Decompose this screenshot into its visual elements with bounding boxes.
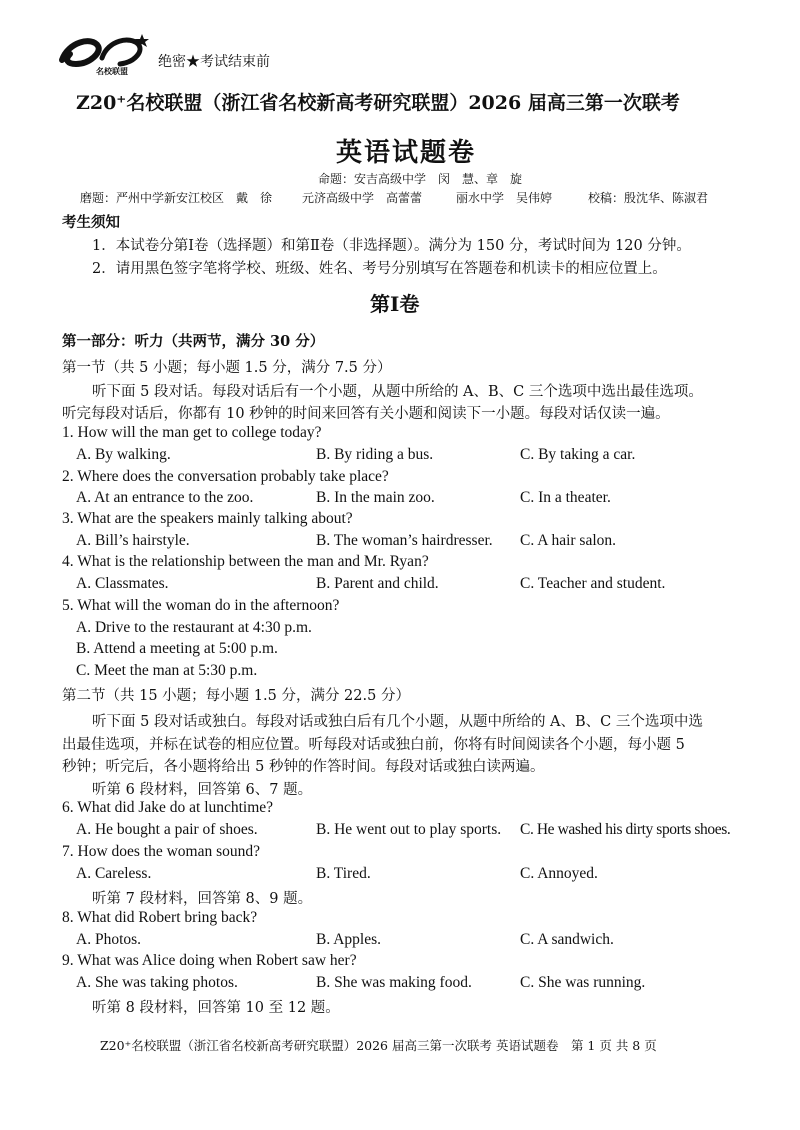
question-stem: 8. What did Robert bring back?	[62, 909, 258, 926]
option-c: C. She was running.	[520, 974, 646, 991]
notice-heading: 考生须知	[62, 214, 120, 231]
question-stem: 1. How will the man get to college today?	[62, 424, 322, 441]
section1-instruction: 听完每段对话后，你都有 10 秒钟的时间来回答有关小题和阅读下一小题。每段对话仅读一遍。	[62, 406, 670, 422]
reviewers-2: 元济高级中学 高蕾蕾	[302, 191, 423, 205]
option-a: A. She was taking photos.	[76, 974, 238, 991]
notice-item: 2．请用黑色签字笔将学校、班级、姓名、考号分别填写在答题卷和机读卡的相应位置上。	[92, 261, 667, 277]
option-c: C. Annoyed.	[520, 865, 598, 882]
reviewers-1: 磨题：严州中学新安江校区 戴 徐	[80, 191, 273, 205]
logo-emblem	[58, 30, 150, 78]
option-c: C. By taking a car.	[520, 446, 636, 463]
option-a: A. Drive to the restaurant at 4:30 p.m.	[76, 619, 312, 636]
option-c: C. A sandwich.	[520, 931, 614, 948]
reviewers-3: 丽水中学 吴伟婷	[456, 191, 553, 205]
option-b: B. Tired.	[316, 865, 371, 882]
option-c: C. A hair salon.	[520, 532, 617, 549]
option-a: A. Bill’s hairstyle.	[76, 532, 190, 549]
paper-title: 英语试题卷	[336, 138, 477, 168]
notice-item: 1．本试卷分第Ⅰ卷（选择题）和第Ⅱ卷（非选择题）。满分为 150 分，考试时间为 120 分钟。	[92, 238, 691, 254]
option-c: C. He washed his dirty sports shoes.	[520, 821, 731, 838]
option-b: B. By riding a bus.	[316, 446, 434, 463]
section1-instruction: 听下面 5 段对话。每段对话后有一个小题，从题中所给的 A、B、C 三个选项中选出最佳选项。	[92, 384, 703, 400]
option-b: B. The woman’s hairdresser.	[316, 532, 493, 549]
question-stem: 4. What is the relationship between the man and Mr. Ryan?	[62, 553, 429, 570]
option-b: B. In the main zoo.	[316, 489, 435, 506]
question-stem: 9. What was Alice doing when Robert saw her?	[62, 952, 357, 969]
question-stem: 2. Where does the conversation probably take place?	[62, 468, 389, 485]
option-b: B. Attend a meeting at 5:00 p.m.	[76, 640, 278, 657]
material-note: 听第 7 段材料，回答第 8、9 题。	[92, 891, 313, 907]
material-note: 听第 8 段材料，回答第 10 至 12 题。	[92, 1000, 340, 1016]
section2-heading: 第二节（共 15 小题；每小题 1.5 分，满分 22.5 分）	[62, 688, 410, 704]
option-b: B. She was making food.	[316, 974, 472, 991]
setters-line: 命题：安吉高级中学 闵 慧、章 旋	[318, 172, 523, 186]
proofreaders: 校稿：殷沈华、陈淑君	[588, 191, 709, 205]
option-a: A. Photos.	[76, 931, 142, 948]
section2-instruction: 出最佳选项，并标在试卷的相应位置。听每段对话或独白前，你将有时间阅读各个小题，每小题 5	[62, 737, 685, 753]
option-c: C. In a theater.	[520, 489, 611, 506]
question-stem: 6. What did Jake do at lunchtime?	[62, 799, 274, 816]
logo-text: 名校联盟	[96, 66, 128, 76]
part1-heading: 第一部分：听力（共两节，满分 30 分）	[62, 333, 325, 350]
section2-instruction: 秒钟；听完后，各小题将给出 5 秒钟的作答时间。每段对话或独白读两遍。	[62, 759, 545, 775]
option-a: A. Careless.	[76, 865, 152, 882]
option-a: A. He bought a pair of shoes.	[76, 821, 258, 838]
option-c: C. Meet the man at 5:30 p.m.	[76, 662, 258, 679]
volume-title: 第Ⅰ卷	[370, 292, 420, 316]
question-stem: 3. What are the speakers mainly talking about?	[62, 510, 353, 527]
option-b: B. He went out to play sports.	[316, 821, 502, 838]
question-stem: 7. How does the woman sound?	[62, 843, 261, 860]
secret-label: 绝密★考试结束前	[158, 54, 270, 70]
section2-instruction: 听下面 5 段对话或独白。每段对话或独白后有几个小题，从题中所给的 A、B、C 三个选项中选	[92, 714, 703, 730]
option-a: A. Classmates.	[76, 575, 169, 592]
material-note: 听第 6 段材料，回答第 6、7 题。	[92, 782, 313, 798]
question-stem: 5. What will the woman do in the afternoon?	[62, 597, 340, 614]
option-a: A. By walking.	[76, 446, 171, 463]
option-c: C. Teacher and student.	[520, 575, 666, 592]
section1-heading: 第一节（共 5 小题；每小题 1.5 分，满分 7.5 分）	[62, 360, 392, 376]
main-title: Z20⁺名校联盟（浙江省名校新高考研究联盟）2026 届高三第一次联考	[76, 92, 680, 114]
option-b: B. Apples.	[316, 931, 382, 948]
option-b: B. Parent and child.	[316, 575, 439, 592]
page-footer: Z20⁺名校联盟（浙江省名校新高考研究联盟）2026 届高三第一次联考 英语试题卷 第 1 页 共 8 页	[100, 1038, 657, 1053]
option-a: A. At an entrance to the zoo.	[76, 489, 254, 506]
